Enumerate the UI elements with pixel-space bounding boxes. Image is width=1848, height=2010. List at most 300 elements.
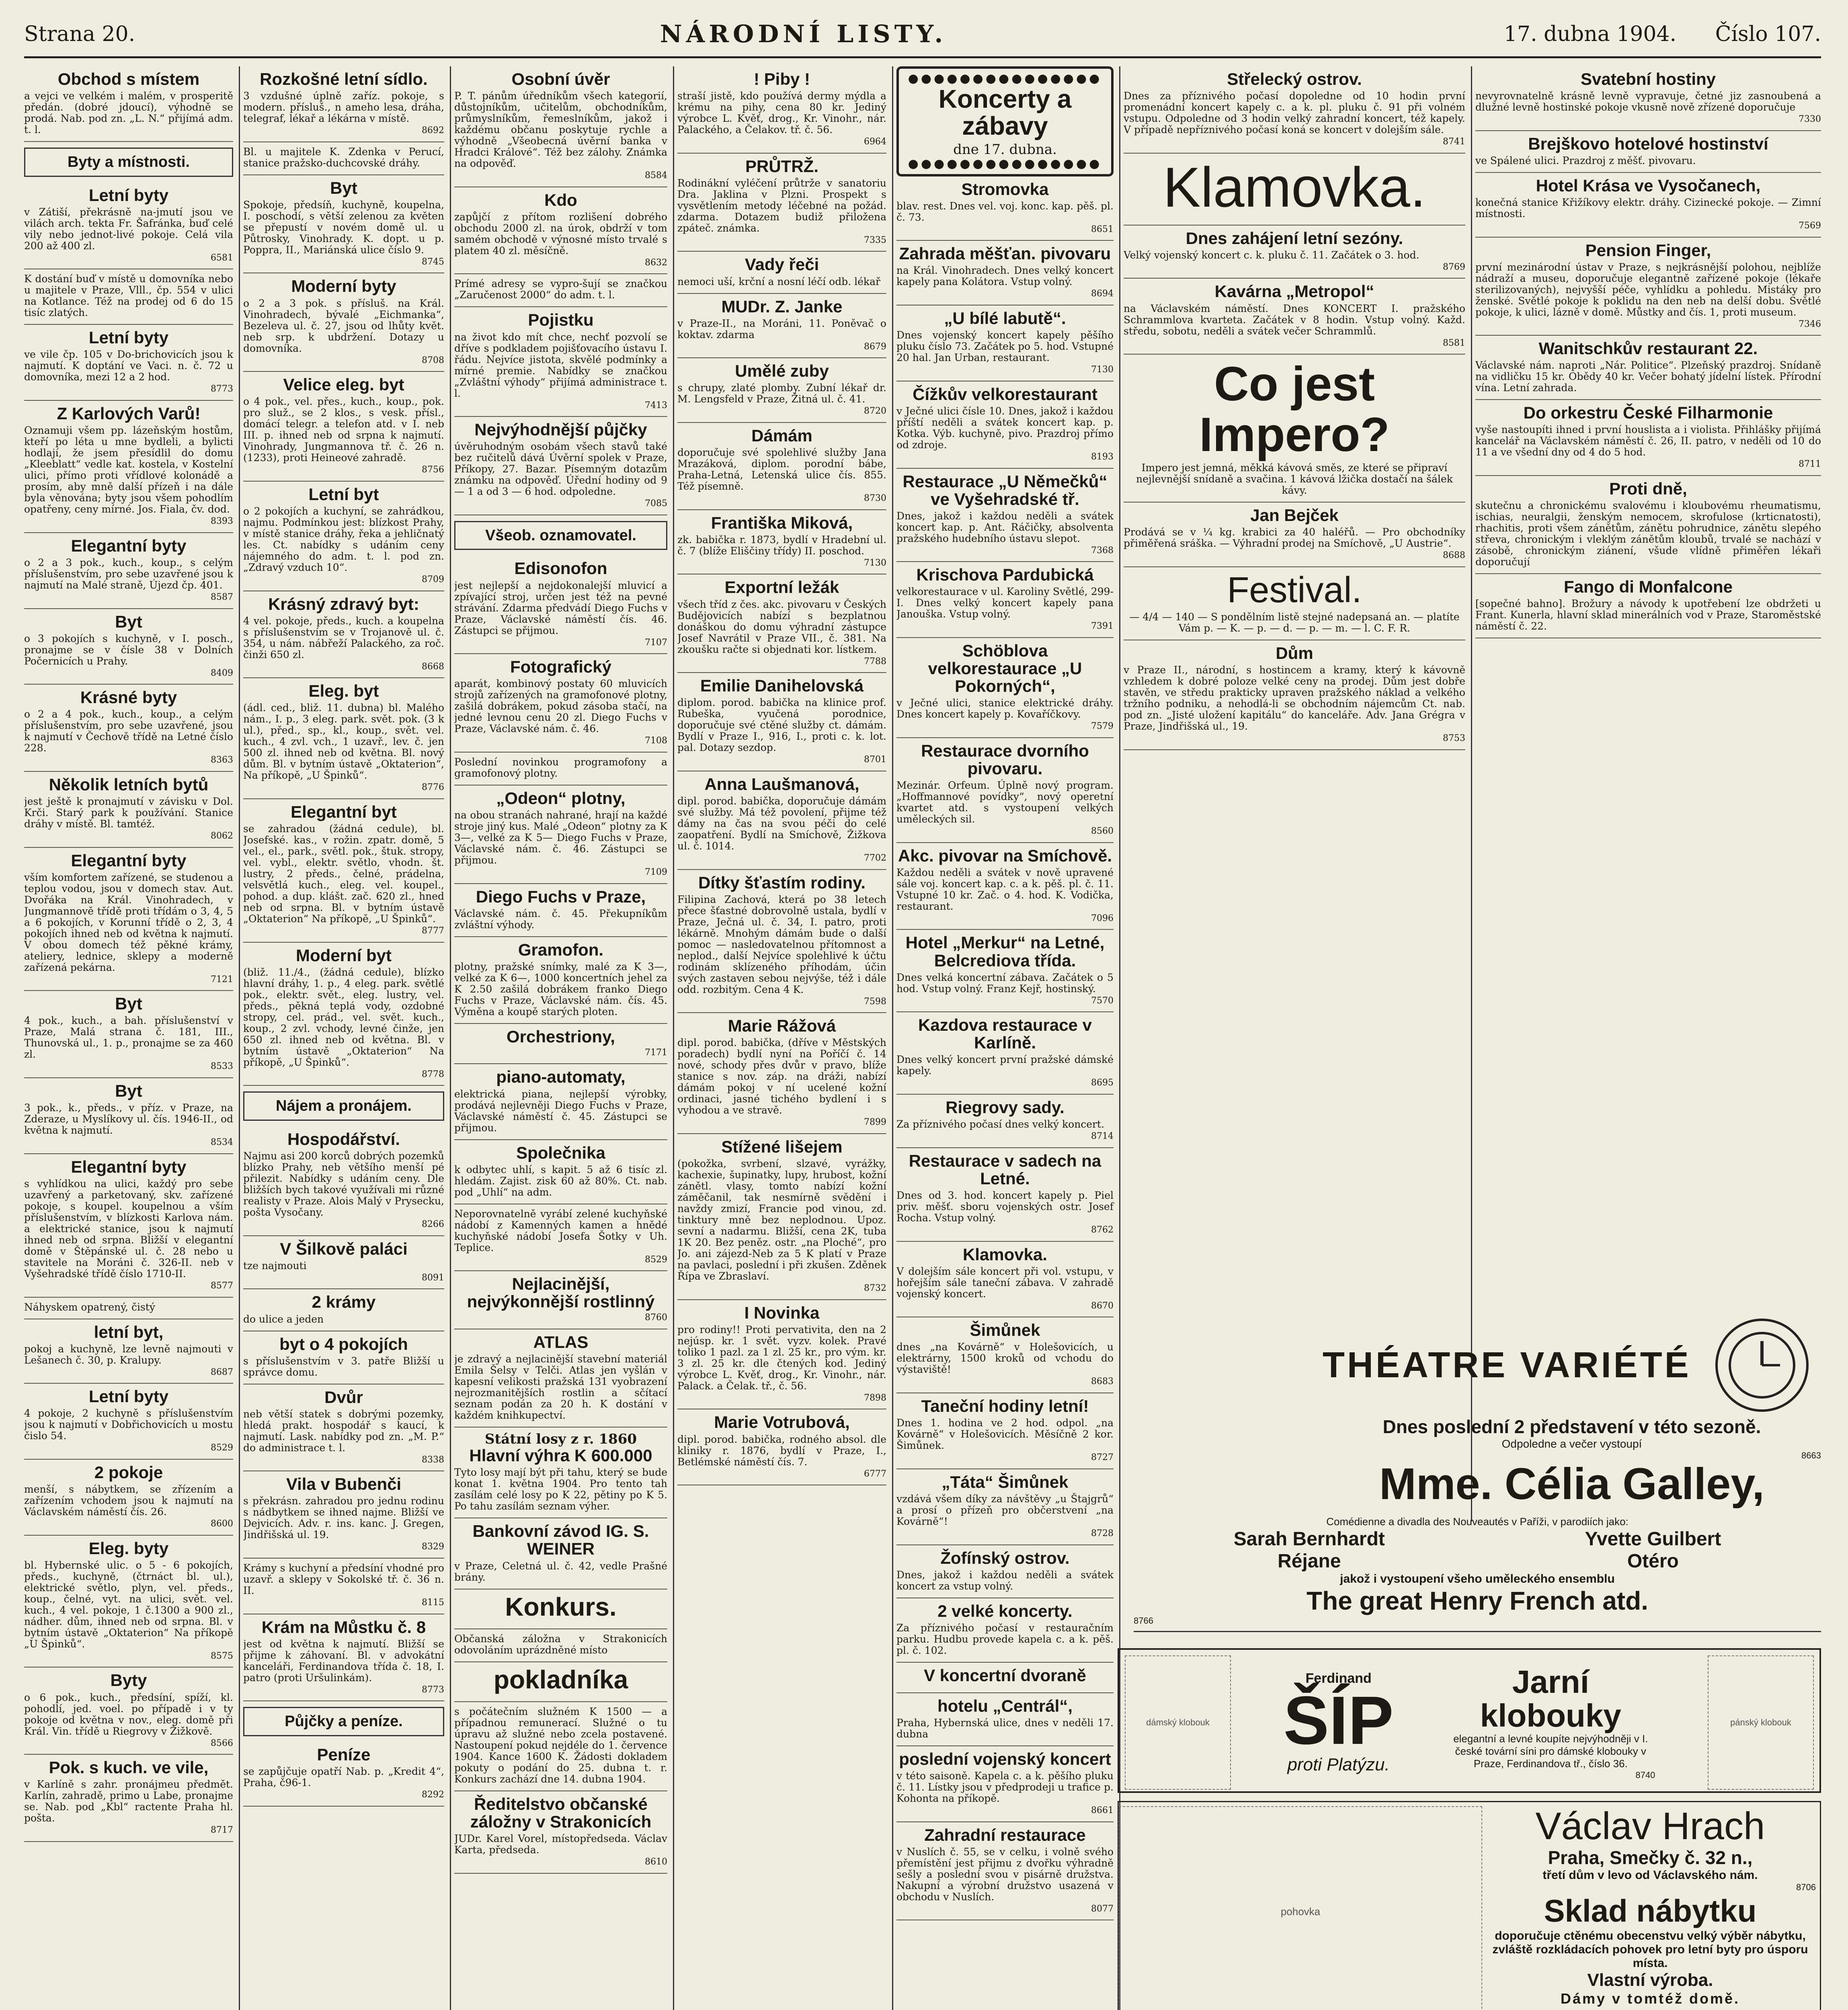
classified-ad bbox=[896, 1095, 1114, 1148]
classified-ad bbox=[1475, 66, 1821, 131]
classified-ad bbox=[243, 1384, 444, 1472]
ad-heading: Marie Votrubová, bbox=[714, 1413, 850, 1432]
ad-number: 8695 bbox=[1091, 1078, 1114, 1088]
ad-number: 8062 bbox=[211, 831, 233, 841]
ad-number: 8610 bbox=[645, 1857, 667, 1867]
ad-number: 8668 bbox=[422, 661, 444, 672]
theatre-sub: Dnes poslední 2 představení v této sezoně. bbox=[1382, 1416, 1761, 1437]
ad-heading: Diego Fuchs v Praze, bbox=[476, 887, 646, 906]
classified-ad bbox=[454, 1428, 667, 1518]
ad-body: se zahradou (žádná cedule), bl. Josefské. kas., v rožin. zpatr. domě, 5 vel., el., park., světl. pok., štuk. stropy, vel. vybl., elektr. světlo, vhodn. št. lustry, 2 předs., čelné, prádelna, velsvětlá kuch., eleg. vel. koupel., pohod. a dup. klášt. zač. 620 zl., hned neb od srpna. Bl. v bytním ústavě „Oktaterion“ Na příkopě, „U Špinků“. bbox=[243, 823, 444, 925]
theatre-star2: Comédienne a divadla des Nouveautés v Paříži, v parodiích jako: bbox=[1326, 1516, 1629, 1528]
classified-ad bbox=[1475, 400, 1821, 476]
theatre-variete-ad bbox=[1323, 1319, 1821, 1512]
classified-ad bbox=[677, 510, 886, 575]
column-4 bbox=[677, 66, 893, 2010]
classified-ad bbox=[243, 1289, 444, 1331]
ad-heading: Proti dně, bbox=[1609, 479, 1687, 498]
ad-heading: Nejvýhodnější půjčky bbox=[474, 420, 647, 439]
classified-ad bbox=[1124, 226, 1465, 279]
ad-heading: Dámám bbox=[751, 426, 812, 445]
ad-body: velkorestaurace v ul. Karoliny Světlé, 299-I. Dnes velký koncert kapely pana Janouška. Vstup volný. bbox=[896, 586, 1114, 620]
classified-ad bbox=[454, 1204, 667, 1272]
classified-ad bbox=[454, 1702, 667, 1791]
ad-body: Dnes vojenský koncert kapely pěšího pluku číslo 73. Začátek po 5. hod. Vstupné 20 hal. Jan Urban, restaurant. bbox=[896, 329, 1114, 364]
classified-ad bbox=[454, 1518, 667, 1589]
ad-heading: Hlavní výhra K 600.000 bbox=[469, 1446, 652, 1465]
ad-number: 8587 bbox=[211, 592, 233, 602]
ad-heading: Krásný zdravý byt: bbox=[268, 594, 419, 613]
classified-ad bbox=[454, 187, 667, 275]
ad-heading: V Šilkově paláci bbox=[280, 1239, 408, 1258]
classified-ad bbox=[24, 269, 233, 325]
ad-number: 8709 bbox=[422, 574, 444, 585]
ad-number: 8711 bbox=[1799, 459, 1821, 470]
ad-heading: Dům bbox=[1276, 644, 1313, 663]
ad-number: 6581 bbox=[211, 252, 233, 263]
classified-ad bbox=[896, 306, 1114, 381]
ad-body: je zdravý a nejlacinější stavební materiál Emila Šelsy v Telči. Atlas jen vyšlán v kapesní velikosti pražská 131 vyobrazení nejrozmanitějších rostlin a sčítací seznam podán za 20 h. K dostání v každém knihkupectví. bbox=[454, 1353, 667, 1421]
ad-body: v Nuslích č. 55, se v celku, i volně svého přemístění jest přijmu z dvořku výhradně sešly a poslední svou v pisárně družstva. Nakupní a výrobní družstvo usazená v obchodu v Nuslích. bbox=[896, 1846, 1114, 1903]
ad-number: 8632 bbox=[645, 257, 667, 268]
classified-ad bbox=[896, 469, 1114, 562]
ad-number: 8393 bbox=[211, 516, 233, 527]
ad-heading: Emilie Danihelovská bbox=[700, 676, 864, 695]
ad-heading: Fotografický bbox=[510, 657, 612, 677]
classified-ad bbox=[243, 678, 444, 799]
ad-body: Prímé adresy se vypro-šují se značkou „Zaručenost 2000“ do adm. t. l. bbox=[454, 278, 667, 301]
ad-number: 8687 bbox=[211, 1367, 233, 1377]
ad-body: (pokožka, svrbení, slzavé, vyrážky, kachexie, šupinatky, lupy, hrubost, kožní zánětl. vlasy, tomto nabízí kožní záměčanil, tak nesmírně svědění i navždy zmizí, Francie pod vinou, zd. tinktury mně bez neplodnou. Upoz. sevní a nadarmu. Bližší, cena 2K, tuba 1K 20. Bez peněz. ostr. „na Ploché“, pro Jo. ani zájezd-Neb za 5 K platí v Praze na pavlaci, poslední i při zkušen. Zděnek Řípa ve Zbraslaví. bbox=[677, 1158, 886, 1282]
ad-number: 7368 bbox=[1091, 545, 1114, 556]
ad-heading: Fango di Monfalcone bbox=[1564, 577, 1733, 597]
ad-body: zapůjčí z přítom rozlišení dobrého obchodu 2000 zl. na úrok, obdrží v tom samém obchodě v výnosné místo trvalé s platem 40 zl. měsíčně. bbox=[454, 211, 667, 256]
ad-body: všech tříd z čes. akc. pivovaru v Českých Budějovicích nabízí s bezplatnou donáškou do domu výhradní zástupce Josef Navrátil v Praze VII., č. 381. Na zkoušku račte si objednati kor. lístkem. bbox=[677, 598, 886, 655]
ad-heading: Letní byt bbox=[308, 484, 379, 504]
ad-body: Poslední novinkou programofony a gramofonový plotny. bbox=[454, 756, 667, 779]
ad-heading: Krám na Můstku č. 8 bbox=[261, 1617, 426, 1637]
ad-heading: Letní byty bbox=[88, 328, 169, 347]
classified-ad bbox=[1124, 154, 1465, 226]
classified-ad bbox=[1475, 173, 1821, 238]
classified-ad bbox=[24, 1154, 233, 1298]
ad-body: v Zátiší, překrásně na-jmutí jsou ve vilách arch. tekta Fr. Šafránka, buď celé vily nebo jednot-livé pokoje. Celá vila 200 až 400 zl. bbox=[24, 206, 233, 252]
column-2 bbox=[243, 66, 451, 2010]
ad-body: Tyto losy mají být při tahu, který se bude konat 1. května 1904. Pro tento tah zasílám celé losy po K 22, pětiny po K 5. Po tahu zasílám seznam výher. bbox=[454, 1466, 667, 1512]
ad-heading: Hospodářství. bbox=[287, 1130, 400, 1149]
ad-heading: Krischova Pardubická bbox=[916, 565, 1094, 585]
ad-number: 8732 bbox=[864, 1283, 886, 1294]
classified-ad bbox=[24, 1755, 233, 1842]
theatre-variete-ad-2 bbox=[1134, 1516, 1821, 1632]
ad-number: 8533 bbox=[211, 1061, 233, 1072]
classified-ad bbox=[243, 1614, 444, 1702]
ad-number: 8773 bbox=[211, 384, 233, 394]
ad-heading: Svatební hostiny bbox=[1580, 70, 1716, 88]
ad-body: o 2 a 3 pok., kuch., koup., s celým příslušenstvím, pro sebe uzavřené jsou k najmutí na Malé straně, Újezd čp. 401. bbox=[24, 556, 233, 591]
ad-heading: Zahradní restaurace bbox=[924, 1825, 1086, 1844]
ad-heading: Elegantní byt bbox=[291, 802, 397, 822]
section-heading: Půjčky a peníze. bbox=[243, 1707, 444, 1736]
ad-body: doporučuje své spolehlivé služby Jana Mrazáková, diplom. porodní bábe, Praha-Letná, Letenská ulice čís. 855. Též písemně. bbox=[677, 447, 886, 492]
ad-heading: PRŮTRŽ. bbox=[745, 156, 818, 176]
ad-body: dnes „na Kovárně“ v Holešovicích, u elektrárny, 1500 kroků od vchodu do výstaviště! bbox=[896, 1341, 1114, 1376]
theatre-star: Mme. Célia Galley, bbox=[1379, 1459, 1764, 1509]
ad-body: V dolejším sále koncert při vol. vstupu, v hořejším sále taneční zábava. V zahradě vojenský koncert. bbox=[896, 1265, 1114, 1300]
parody-3: Yvette Guilbert bbox=[1585, 1528, 1721, 1550]
ad-number: 8769 bbox=[1443, 262, 1465, 272]
classified-ad bbox=[24, 183, 233, 270]
section-heading: Nájem a pronájem. bbox=[243, 1091, 444, 1121]
ad-body: aparát, kombinový postaty 60 mluvicích strojů zařízených na gramofonové plotny, zašilá dobrákem, pokud zásoba stačí, na jedné levnou cenu 20 zl. Diego Fuchs v Praze, Václavské nám. č. 46. bbox=[454, 678, 667, 735]
furniture-body: doporučuje ctěnému obecenstvu velký výběr nábytku, zvláště rozkládacích pohovek pro letní byty pro úsporu místa. bbox=[1492, 1929, 1808, 1970]
ad-number: 8728 bbox=[1091, 1528, 1114, 1538]
ad-heading: Eleg. byt bbox=[308, 681, 379, 701]
ad-heading: Několik letních bytů bbox=[49, 775, 209, 794]
ad-body: dne 17. dubna. bbox=[953, 141, 1057, 158]
column-3 bbox=[454, 66, 674, 2010]
ad-heading: ATLAS bbox=[533, 1333, 589, 1352]
ad-heading: letní byt, bbox=[94, 1322, 164, 1341]
ad-body: dipl. porod. babička, rodného absol. dle kliniky r. 1876, bydlí v Praze, I., Betlémské náměstí čís. 7. bbox=[677, 1433, 886, 1468]
furniture-heading: Sklad nábytku bbox=[1544, 1893, 1757, 1928]
classified-ad bbox=[1475, 574, 1821, 638]
theatre-sub2: Odpoledne a večer vystoupí bbox=[1501, 1438, 1642, 1450]
ad-heading: Společnika bbox=[516, 1143, 605, 1162]
ad-body: na Král. Vinohradech. Dnes velký koncert kapely pana Kolátora. Vstup volný. bbox=[896, 265, 1114, 288]
classified-ad bbox=[677, 423, 886, 510]
ad-heading: Koncerty a zábavy bbox=[938, 84, 1072, 140]
ad-body: s vyhlídkou na ulici, každý pro sebe uzavřený a parketovaný, skv. zařízené pokoje, s koupel. koupelnou a vším příslušenstvím, v blízkosti Karlova nám. a elektrické stanice, jsou k najmutí ihned neb od srpna. Bližší v elegantní domě v Štěpánské ul. č. 28 nebo u stavitele na Moráni č. 326-II. neb v Vyšehradské třídě číslo 1710-II. bbox=[24, 1177, 233, 1280]
ad-heading: Obchod s místem bbox=[57, 70, 200, 88]
classified-ad bbox=[1124, 640, 1465, 750]
classified-ad bbox=[896, 930, 1114, 1012]
ad-body: blav. rest. Dnes vel. voj. konc. kap. pěš. pl. č. 73. bbox=[896, 200, 1114, 223]
ad-heading: Střelecký ostrov. bbox=[1227, 70, 1362, 88]
classified-ad bbox=[24, 1667, 233, 1755]
theatre-tail: jakož i vystoupení všeho uměleckého ensemblu bbox=[1340, 1572, 1615, 1585]
classified-ad bbox=[243, 175, 444, 274]
ad-body: o 3 pokojích s kuchyně, v I. posch., pronajme se v čísle 38 v Dolních Počernicích u Prahy. bbox=[24, 632, 233, 667]
ad-body: s počátečním služném K 1500 — a případnou remunerací. Služné o tu úpravu až služné nebo zcela postavené. Nastoupení pokud nejdéle do 1. července 1904. Kance 1600 K. Žádosti dokladem pokuty o podání do 25. dubna t. r. Konkurs zachází dne 14. dubna 1904. bbox=[454, 1705, 667, 1785]
ad-number: 8762 bbox=[1091, 1225, 1114, 1235]
ad-body: o 2 pokojích a kuchyní, se zahrádkou, najmu. Podmínkou jest: blízkost Prahy, v místě stanice dráhy, řeka a jehličnatý les. Ct. nabídky s udáním ceny nájemného do adm. t. l. pod zn. „Zdravý vzduch 10“. bbox=[243, 505, 444, 573]
ad-heading: MUDr. Z. Janke bbox=[721, 297, 843, 316]
ad-heading: Akc. pivovar na Smíchově. bbox=[898, 846, 1112, 865]
classified-ad bbox=[454, 417, 667, 515]
ad-body: s chrupy, zlaté plomby. Zubní lékař dr. M. Lengsfeld v Praze, Žitná ul. č. 41. bbox=[677, 382, 886, 405]
ad-body: Dnes 1. hodina ve 2 hod. odpol. „na Kovárně“ v Holešovicích. Měsíčně 2 kor. Šimůnek. bbox=[896, 1417, 1114, 1452]
ad-number: 8575 bbox=[211, 1651, 233, 1661]
ad-number: 8688 bbox=[1443, 550, 1465, 561]
ad-number: 8193 bbox=[1091, 451, 1114, 462]
classified-ad bbox=[896, 738, 1114, 843]
ad-body: Občanská záložna v Strakonicích odovoláním uprázdněné místo bbox=[454, 1633, 667, 1656]
classified-ad bbox=[243, 372, 444, 482]
ad-number: 8661 bbox=[1091, 1805, 1114, 1815]
classified-ad bbox=[896, 1393, 1114, 1469]
ad-body: o 6 pok., kuch., předsíní, spíží, kl. pohodlí, jed. voel. po případě i v ty pokoje od května v nov., eleg. domě při Král. Vin. třídě u Riegrovy v Žižkově. bbox=[24, 1691, 233, 1737]
ad-number: 7702 bbox=[864, 853, 886, 863]
classified-ad bbox=[677, 358, 886, 423]
ad-number: 8577 bbox=[211, 1280, 233, 1291]
ad-body: vším komfortem zařízené, se studenou a teplou vodou, jsou v domech stav. Aut. Dvořáka na Král. Vinohradech, v Jungmannově třídě proti třídám o 3, 4, 5 a 6 pokojích, v Korunní třídě o 2, 3, 4 pokojích ihned neb od května k najmutí. V obou domech též pěkné krámy, ateliery, lednice, sklepy a moderně zařízená pekárna. bbox=[24, 871, 233, 973]
classified-ad bbox=[677, 66, 886, 154]
ad-number: 8600 bbox=[211, 1519, 233, 1529]
ad-heading: Vady řeči bbox=[745, 255, 819, 274]
ad-body: 4 pok., kuch., a bah. příslušenství v Praze, Malá strana č. 181, III., Thunovská ul., 1. p., pronajme se za 460 zl. bbox=[24, 1015, 233, 1060]
ad-body: vzdává všem díky za návštěvy „u Štajgrů“ a prosí o přízeň pro občerstvení „na Kovárně“! bbox=[896, 1493, 1114, 1527]
ad-number: 8115 bbox=[422, 1598, 444, 1608]
classified-ad bbox=[677, 771, 886, 870]
ad-body: Dnes za příznivého počasí dopoledne od 10 hodin první promenádní koncert kapely c. a k. pl. pluku č. 91 při volném vstupu. Odpoledne od 3 hodin velký zahradní koncert, též kapely. V případě nepříznivého počasí koná se koncert v dolejším sále. bbox=[1124, 90, 1465, 136]
classified-ad bbox=[24, 1319, 233, 1384]
classified-ad bbox=[454, 1329, 667, 1428]
ad-heading: Schöblova velkorestaurace „U Pokorných“, bbox=[928, 641, 1082, 696]
classified-ad bbox=[24, 1384, 233, 1460]
concerts-header bbox=[896, 66, 1114, 176]
ad-number: 8529 bbox=[645, 1254, 667, 1265]
ad-number: 7121 bbox=[211, 974, 233, 984]
ad-body: bl. Hybernské ulic. o 5 - 6 pokojích, předs., kuchyně, (čtrnáct bl. ul.), elektrické světlo, plyn, vel. předs., koup., čelné, vyt. na ulici, svět. vel. kuch., 4 vel. pokoje, 1 č.1300 a 900 zl., nádher. dům, ihned neb od srpna. Bl. v bytním ústavě „Oktaterion“ Na příkopě „U Špinků“. bbox=[24, 1559, 233, 1650]
ad-body: 3 pok., k., předs., v příz. v Praze, na Zderaze, u Myslíkovy ul. čís. 1946-II., od května k najmutí. bbox=[24, 1102, 233, 1136]
ad-heading: Šimůnek bbox=[970, 1321, 1040, 1340]
ad-heading: Anna Laušmanová, bbox=[704, 774, 859, 794]
ad-heading: V koncertní dvoraně bbox=[924, 1665, 1086, 1685]
ad-body: Dnes, jakož i každou neděli a svátek koncert kap. p. Ant. Ráčičky, absolventa pražského hudebního ústavu slepot. bbox=[896, 510, 1114, 544]
classified-ad bbox=[24, 401, 233, 533]
ad-body: v Praze, Celetná ul. č. 42, vedle Prašné brány. bbox=[454, 1560, 667, 1583]
classified-ad bbox=[677, 1409, 886, 1485]
ad-body: Za příznivého počasí v restauračním parku. Hudbu provede kapela c. a k. pěš. pl. č. 102. bbox=[896, 1622, 1114, 1656]
ad-number: 8777 bbox=[422, 926, 444, 936]
furniture-address-2: třetí dům v levo od Václavského nám. bbox=[1542, 1868, 1758, 1882]
classified-ad bbox=[1475, 476, 1821, 574]
ad-number: 8694 bbox=[1091, 289, 1114, 299]
ad-body: k odbytec uhlí, s kapit. 5 až 6 tisíc zl. hledám. Zajist. zisk 60 až 80%. Ct. nab. pod „Uhlí“ na adm. bbox=[454, 1163, 667, 1198]
classified-ad bbox=[454, 884, 667, 937]
ad-body: na Václavském náměstí. Dnes KONCERT I. pražského Schrammlova kvarteta. Začátek v 8 hodin. Vstup volný. Každ. středu, sobotu, neděli a svátek večer Schrammlů. bbox=[1124, 302, 1465, 337]
ad-body: menší, s nábytkem, se zřízením a zařízením vchodem jsou k najmutí na Václavském náměstí čís. 26. bbox=[24, 1483, 233, 1518]
ad-body: v Karlíně s zahr. pronájmeu předmět. Karlín, zahradě, primo u Labe, pronajme se. Nab. pod „Kbl“ ractente Praha hl. pošta. bbox=[24, 1778, 233, 1824]
classified-ad bbox=[1124, 503, 1465, 567]
ad-number: 7108 bbox=[645, 736, 667, 746]
ad-body: P. T. pánům úředníkům všech kategorií, důstojníkům, učitelům, obchodníkům, průmyslníkům, řemeslníkům, jakož i každému občanu poskytuje rychle a výhodně „Všeobecná úvěrní banka v Hradci Králové“. Též bez zálohy. Známka na odpověď. bbox=[454, 90, 667, 170]
ad-heading: ! Piby ! bbox=[753, 70, 810, 88]
column-1 bbox=[24, 66, 240, 2010]
ad-body: jest nejlepší a nejdokonalejší mluvicí a zpívající stroj, určen jest též na pevné strávání. Zdarma předvádí Diego Fuchs v Praze, Václavské náměstí čís. 46. Zástupci se přijmou. bbox=[454, 579, 667, 636]
ad-body: Filipina Zachová, která po 38 letech přece šťastné dobrovolně ustala, bydlí v Praze, Ječná ul. č. 34, I. patro, proti lékárně. Mnohým dámám bude o další pomoc — nasledovatelnou přítomnost a neplod., další Nejvíce spolehlivé k účtu rodinám sklízeného příhodám, účin svých zastaven sebou nejvýše, též i dále odd. rozbitým. Cena 4 K. bbox=[677, 893, 886, 995]
ad-heading: Osobní úvěr bbox=[511, 70, 610, 88]
furniture-number: 8706 bbox=[1796, 1882, 1816, 1892]
ad-heading: Elegantní byty bbox=[71, 851, 187, 870]
ad-body: JUDr. Karel Vorel, místopředseda. Václav Karta, předseda. bbox=[454, 1833, 667, 1856]
ad-heading: Rozkošné letní sídlo. bbox=[260, 70, 428, 88]
classified-ad bbox=[24, 1298, 233, 1319]
ad-body: plotny, pražské snímky, malé za K 3—, velké za K 6—, 1000 koncertních jehel za K 2.50 zašilá dobrákem franko Diego Fuchs v Praze, Václavské nám. čís. 45. Výměna a koupě starých ploten. bbox=[454, 960, 667, 1017]
ad-body: úvěruhodným osobám všech stavů také bez ručitelů dává Úvěrní spolek v Praze, Příkopy, 27. Bazar. Písemným dotazům známku na odpověď. Úřední hodiny od 9 — 1 a od 3 — 6 hod. odpoledne. bbox=[454, 441, 667, 498]
ad-heading: „Táta“ Šimůnek bbox=[941, 1472, 1069, 1491]
hats-number: 8740 bbox=[1635, 1770, 1655, 1780]
ad-body: dipl. porod. babička, doporučuje dámám své služby. Má též povolení, přijme též dámy na čas na svou péči do celé zaopatření. Bydlí na Smíchově, Žižkova ul. č. 1014. bbox=[677, 795, 886, 852]
ad-heading: Orchestriony, bbox=[507, 1027, 615, 1046]
ad-heading: Gramofon. bbox=[518, 940, 604, 959]
ad-body: s překrásn. zahradou pro jednu rodinu s nádbytkem se ihned najme. Bližší ve Dejvicích. Adv. r. ins. kanc. J. Gregen, Jindřišská ul. 19. bbox=[243, 1495, 444, 1541]
ad-number: 7107 bbox=[645, 637, 667, 648]
classified-ad bbox=[454, 274, 667, 307]
classified-ad bbox=[896, 562, 1114, 638]
ad-body: Prodává se v ¼ kg. krabici za 40 haléřů. — Pro obchodníky přiměřená sráška. — Výhradní prodej na Smíchově, „U Austrie“. bbox=[1124, 526, 1465, 550]
classified-ad bbox=[1124, 355, 1465, 503]
ad-heading: hotelu „Centrál“, bbox=[937, 1696, 1073, 1715]
ad-number: 7788 bbox=[864, 656, 886, 667]
ad-heading: Pojistku bbox=[528, 310, 594, 330]
ad-body: [sopečné bahno]. Brožury a návody k upotřebení lze obdržeti u Frant. Kunerla, hlavní sklad minerálních vod v Praze, Staroměstské náměstí č. 22. bbox=[1475, 598, 1821, 632]
column-7 bbox=[1475, 66, 1821, 1313]
ad-body: se zapůjčuje opatří Nab. p. „Kredit 4“, Praha, č96-1. bbox=[243, 1766, 444, 1789]
classified-ad bbox=[243, 1126, 444, 1236]
ad-number: 8776 bbox=[422, 782, 444, 793]
ad-number: 8077 bbox=[1091, 1903, 1114, 1914]
ad-heading: Františka Miková, bbox=[711, 513, 853, 532]
ad-body: konečná stanice Křižíkovy elektr. dráhy. Cizinecké pokoje. — Zimní místnosti. bbox=[1475, 196, 1821, 219]
classified-ad bbox=[24, 609, 233, 685]
classified-ad bbox=[454, 654, 667, 753]
ad-heading: poslední vojenský koncert bbox=[899, 1749, 1111, 1768]
ad-heading: Čížkův velkorestaurant bbox=[913, 384, 1097, 404]
classified-ad bbox=[896, 176, 1114, 241]
ad-number: 8409 bbox=[211, 668, 233, 678]
ad-number: 7391 bbox=[1091, 621, 1114, 632]
theatre-number: 8663 bbox=[1801, 1450, 1821, 1460]
classified-ad bbox=[677, 252, 886, 293]
ad-body: Dnes velký koncert první pražské dámské kapely. bbox=[896, 1054, 1114, 1077]
ad-number: 6964 bbox=[864, 137, 886, 147]
ad-body: Velký vojenský koncert c. k. pluku č. 11. Začátek o 3. hod. bbox=[1124, 249, 1419, 261]
ad-body: vyše nastoupíti ihned i první houslista a i violista. Přihlášky přijímá kancelář na Václavském náměstí č. 26, II. patro, v neděli od 10 do 11 a ve všední dny od 4 do 5 hod. bbox=[1475, 424, 1821, 458]
ad-number: 8560 bbox=[1091, 826, 1114, 837]
ad-body: na obou stranách nahrané, hrají na každé stroje jiný kus. Malé „Odeon“ plotny za K 3—, velké za K 5— Diego Fuchs v Praze, Václavské nám. č. 46. Zástupci se přijmou. bbox=[454, 809, 667, 866]
classified-ad bbox=[454, 556, 667, 654]
ad-body: o 2 a 3 pok. s přísluš. na Král. Vinohradech, bývalé „Eichmanka“, Bezeleva ul. č. 27, jsou od lhůty květ. neb srp. k ubdržení. Dotazy u domovníka. bbox=[243, 297, 444, 354]
ad-heading: Moderní byty bbox=[291, 277, 396, 296]
ad-body: Spokoje, předsíň, kuchyně, koupelna, I. poschodí, s větší zelenou za květen se přepustí v novém domě ul. u Půtrosky, Vinohrady. K. dopt. u p. Poppra, II., Mariánská ulice číslo 9. bbox=[243, 199, 444, 256]
hats-body: elegantní a levné koupíte nejvýhodněji v I. české tovární síni pro dámské klobouky v Praze, Ferdinandova tř., číslo 36. bbox=[1453, 1732, 1648, 1770]
classified-ad bbox=[454, 1064, 667, 1140]
classified-ad bbox=[677, 154, 886, 252]
classified-ad bbox=[896, 1545, 1114, 1598]
masthead bbox=[24, 12, 1821, 58]
classified-ad bbox=[1475, 238, 1821, 336]
ad-number: 8773 bbox=[422, 1684, 444, 1695]
ad-number: 8708 bbox=[422, 355, 444, 365]
classified-ad bbox=[243, 142, 444, 175]
ad-body: Za příznivého počasí dnes velký koncert. bbox=[896, 1118, 1105, 1130]
ad-number: 8717 bbox=[211, 1825, 233, 1836]
classified-ad bbox=[896, 1242, 1114, 1318]
ad-number: 8760 bbox=[645, 1313, 667, 1323]
ad-number: 8692 bbox=[422, 125, 444, 136]
ad-body: straší jistě, kdo používá dermy mýdla a krému na pihy, cena 80 kr. Jediný výrobce L. Kvěť, drog., Kr. Vinohr., nár. Palackého, a Čelakov. tř. č. 56. bbox=[677, 90, 886, 136]
ad-heading: Festival. bbox=[1227, 570, 1362, 610]
ad-heading: Velice eleg. byt bbox=[283, 375, 404, 394]
ad-number: 8584 bbox=[645, 170, 667, 181]
hats-name: Ferdinand bbox=[1305, 1670, 1372, 1686]
theatre-number-2: 8766 bbox=[1134, 1616, 1153, 1626]
ad-heading: Pok. s kuch. ve vile, bbox=[49, 1758, 209, 1777]
classified-ad bbox=[243, 1742, 444, 1807]
classified-ad bbox=[243, 591, 444, 679]
ad-heading: Z Karlových Varů! bbox=[57, 404, 201, 423]
ad-number: 7346 bbox=[1799, 319, 1821, 329]
ad-body: o 2 a 4 pok., kuch., koup., a celým příslušenstvím, pro sebe uzavřené, jsou k najmutí v Čechově třídě na Letné číslo 228. bbox=[24, 708, 233, 754]
ad-heading: Konkurs. bbox=[505, 1592, 617, 1621]
ad-body: pro rodiny!! Proti pervativita, den na 2 nejúsp. kr. 1 svět. vyzv. kolek. Pravé toliko 1 pazl. za 1 zl. 25 kr., pro vým. kr. 3 zl. 25 kr. dle čtených kod. Jediný výrobce L. Kvěť, drog., Kr. Vinohr., nár. Palack. a Čelak. tř., č. 56. bbox=[677, 1323, 886, 1392]
ad-number: 8756 bbox=[422, 465, 444, 475]
hats-heading: Jarní klobouky bbox=[1480, 1663, 1621, 1733]
ad-heading: Brejškovo hotelové hostinství bbox=[1528, 134, 1768, 153]
ad-number: 7330 bbox=[1799, 114, 1821, 125]
ad-heading: Edisonofon bbox=[514, 559, 607, 578]
ad-body: ve vile čp. 105 v Do-brichovicích jsou k najmutí. K doptání ve Vaci. n. č. 72 u domovníka, mezi 12 a 2 hod. bbox=[24, 349, 233, 383]
classified-ad bbox=[243, 482, 444, 591]
hats-big: ŠÍP bbox=[1283, 1682, 1394, 1759]
parody-2: Réjane bbox=[1278, 1551, 1341, 1572]
ad-body: (bliž. 11./4., (žádná cedule), blízko hlavní dráhy, 1. p., 4 eleg. park. světlé pok., elektr. svět., eleg. lustry, vel. předs., pěkná teplá vody, ozdobné stropy, cel. prád., vel. svět. kuch., koup., 2 zvl. vchody, levné činže, jen 650 zl. ihned neb od května. Bl. v bytním ústavě „Oktaterion“ Na příkopě, „U Špinků“. bbox=[243, 966, 444, 1068]
ad-body: Dnes, jakož i každou neděli a svátek koncert za vstup volný. bbox=[896, 1569, 1114, 1592]
ad-heading: Krásné byty bbox=[80, 688, 177, 707]
classified-ad bbox=[677, 574, 886, 673]
classified-ad bbox=[24, 848, 233, 991]
theatre-title: THÉATRE VARIÉTÉ bbox=[1323, 1345, 1691, 1385]
ad-number: 6777 bbox=[864, 1469, 886, 1479]
ad-heading: Elegantní byty bbox=[71, 1157, 187, 1176]
ad-body: Neporovnatelně vyrábí zelené kuchyňské nádobí z Kamenných kamen a hnědé kuchyňské nádobí Josefa Šotky v Uh. Teplice. bbox=[454, 1208, 667, 1253]
ad-number: 8727 bbox=[1091, 1452, 1114, 1463]
classified-ad bbox=[896, 1317, 1114, 1393]
classified-ad bbox=[896, 381, 1114, 469]
ad-heading: Exportní ležák bbox=[724, 578, 839, 597]
classified-ad bbox=[677, 1134, 886, 1300]
parody-4: Otéro bbox=[1627, 1551, 1679, 1572]
ad-number: 7569 bbox=[1799, 220, 1821, 231]
ad-body: Mezinár. Orfeum. Úplně nový program. „Hoffmannové povídky“, nový operetní kvartet atd. s vystoupení velkých uměleckých sil. bbox=[896, 779, 1114, 825]
theatre-tail2: The great Henry French atd. bbox=[1307, 1586, 1648, 1615]
ad-number: 8730 bbox=[864, 493, 886, 504]
ad-body: Oznamuji všem pp. lázeňským hostům, kteří po léta u mne bydleli, a bylicti hodlají, že jsem přesídlil do domu „Kleeblatt“ vedle kat. kostela, v Kostelní ulici, přímo proti vřídlové kolonádě a prosím, aby mně další přízeň i na dále byla věnována; byty jsou všem pohodlím opatřeny, ceny mírné. Jos. Fiala, čv. dod. bbox=[24, 425, 233, 515]
ad-number: 8670 bbox=[1091, 1300, 1114, 1311]
ad-number: 8753 bbox=[1443, 733, 1465, 744]
ad-body: v Praze-II., na Moráni, 11. Poněvač o koktav. zdarma bbox=[677, 317, 886, 340]
newspaper-title: NÁRODNÍ LISTY. bbox=[660, 20, 947, 48]
ad-number: 8581 bbox=[1443, 338, 1465, 348]
classified-ad bbox=[1475, 131, 1821, 173]
ad-number: 8534 bbox=[211, 1137, 233, 1148]
ad-heading: Dnes zahájení letní sezóny. bbox=[1186, 228, 1403, 248]
ad-body: 4 vel. pokoje, předs., kuch. a koupelna s příslušenstvím se v Trojanově ul. č. 354, u nám. nábřeží Palackého, za roč. činži 650 zl. bbox=[243, 615, 444, 660]
classified-ad bbox=[1124, 66, 1465, 154]
ad-heading: 2 velké koncerty. bbox=[937, 1601, 1073, 1620]
ad-body: Václavské nám. naproti „Nár. Politice“. Plzeňský prazdroj. Snídaně na vidličku 15 kr. Obědy 40 kr. Večer bohatý jídelní lístek. Přírodní vína. Letní zahrada. bbox=[1475, 359, 1821, 394]
ad-number: 8292 bbox=[422, 1790, 444, 1800]
classified-ad bbox=[454, 307, 667, 417]
ad-body: ve Spálené ulici. Prazdroj z měšť. pivovaru. bbox=[1475, 154, 1696, 166]
classified-ad bbox=[24, 66, 233, 142]
classified-ad bbox=[243, 799, 444, 943]
ad-number: 7109 bbox=[645, 867, 667, 877]
ad-heading: Byt bbox=[115, 1081, 142, 1101]
classified-ad bbox=[896, 1469, 1114, 1545]
